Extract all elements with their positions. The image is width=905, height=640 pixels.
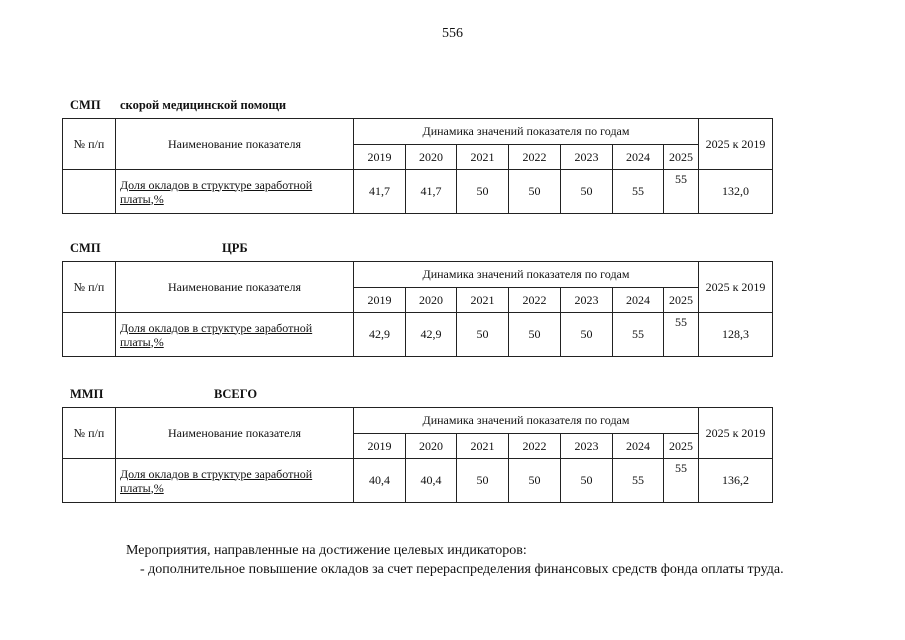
year-header: 2022 — [509, 434, 561, 459]
year-header: 2019 — [354, 145, 406, 170]
section-caption — [62, 241, 772, 261]
measures-item: - дополнительное повышение окладов за счет перераспределения финансовых средств фонда оплаты труда. — [140, 562, 784, 577]
year-header: 2025 — [664, 434, 699, 459]
table-row — [63, 170, 773, 214]
year-header: 2024 — [613, 288, 664, 313]
row-num — [63, 170, 116, 214]
value-cell: 55 — [613, 459, 664, 503]
measures-title: Мероприятия, направленные на достижение целевых индикаторов: — [126, 543, 527, 558]
year-header: 2025 — [664, 145, 699, 170]
value-cell: 55 — [613, 170, 664, 214]
value-cell: 55 — [664, 170, 699, 214]
value-cell: 42,9 — [406, 313, 457, 357]
indicator-section-1 — [62, 98, 772, 214]
header-num: № п/п — [63, 262, 116, 313]
value-cell: 42,9 — [354, 313, 406, 357]
table-row — [63, 313, 773, 357]
value-cell: 50 — [457, 459, 509, 503]
year-header: 2021 — [457, 145, 509, 170]
year-header: 2023 — [561, 145, 613, 170]
year-header: 2023 — [561, 288, 613, 313]
header-ratio: 2025 к 2019 — [699, 262, 773, 313]
section-caption — [62, 387, 772, 407]
header-ratio: 2025 к 2019 — [699, 119, 773, 170]
year-header: 2020 — [406, 145, 457, 170]
value-cell: 40,4 — [354, 459, 406, 503]
header-dynamics: Динамика значений показателя по годам — [354, 408, 699, 434]
value-cell: 55 — [664, 313, 699, 357]
header-name: Наименование показателя — [116, 119, 354, 170]
year-header: 2019 — [354, 288, 406, 313]
value-cell: 40,4 — [406, 459, 457, 503]
header-name: Наименование показателя — [116, 408, 354, 459]
year-header: 2025 — [664, 288, 699, 313]
section-label: СМП — [70, 241, 101, 255]
ratio-cell: 136,2 — [699, 459, 773, 503]
table-row — [63, 459, 773, 503]
year-header: 2022 — [509, 288, 561, 313]
indicator-name: Доля окладов в структуре заработной платы,% — [116, 313, 354, 357]
value-cell: 55 — [613, 313, 664, 357]
indicator-table — [62, 118, 773, 214]
value-cell: 55 — [664, 459, 699, 503]
section-subtitle: ЦРБ — [222, 241, 248, 255]
section-subtitle: ВСЕГО — [214, 387, 258, 401]
value-cell: 50 — [457, 170, 509, 214]
header-dynamics: Динамика значений показателя по годам — [354, 119, 699, 145]
measures-block — [126, 543, 784, 578]
indicator-section-3 — [62, 387, 772, 503]
year-header: 2021 — [457, 434, 509, 459]
row-num — [63, 313, 116, 357]
section-subtitle: скорой медицинской помощи — [120, 98, 287, 112]
row-num — [63, 459, 116, 503]
year-header: 2023 — [561, 434, 613, 459]
year-header: 2021 — [457, 288, 509, 313]
year-header: 2020 — [406, 288, 457, 313]
indicator-name: Доля окладов в структуре заработной платы,% — [116, 459, 354, 503]
year-header: 2020 — [406, 434, 457, 459]
value-cell: 50 — [561, 459, 613, 503]
value-cell: 50 — [561, 313, 613, 357]
section-label: ММП — [70, 387, 104, 401]
value-cell: 50 — [509, 313, 561, 357]
year-header: 2022 — [509, 145, 561, 170]
year-header: 2019 — [354, 434, 406, 459]
ratio-cell: 128,3 — [699, 313, 773, 357]
value-cell: 50 — [561, 170, 613, 214]
header-num: № п/п — [63, 408, 116, 459]
value-cell: 41,7 — [354, 170, 406, 214]
value-cell: 50 — [509, 459, 561, 503]
indicator-table — [62, 407, 773, 503]
year-header: 2024 — [613, 145, 664, 170]
section-label: СМП — [70, 98, 101, 112]
value-cell: 50 — [509, 170, 561, 214]
indicator-section-2 — [62, 241, 772, 357]
ratio-cell: 132,0 — [699, 170, 773, 214]
header-dynamics: Динамика значений показателя по годам — [354, 262, 699, 288]
page-number: 556 — [442, 26, 463, 41]
header-num: № п/п — [63, 119, 116, 170]
value-cell: 50 — [457, 313, 509, 357]
header-ratio: 2025 к 2019 — [699, 408, 773, 459]
value-cell: 41,7 — [406, 170, 457, 214]
header-name: Наименование показателя — [116, 262, 354, 313]
indicator-table — [62, 261, 773, 357]
indicator-name: Доля окладов в структуре заработной платы,% — [116, 170, 354, 214]
section-caption — [62, 98, 772, 118]
year-header: 2024 — [613, 434, 664, 459]
